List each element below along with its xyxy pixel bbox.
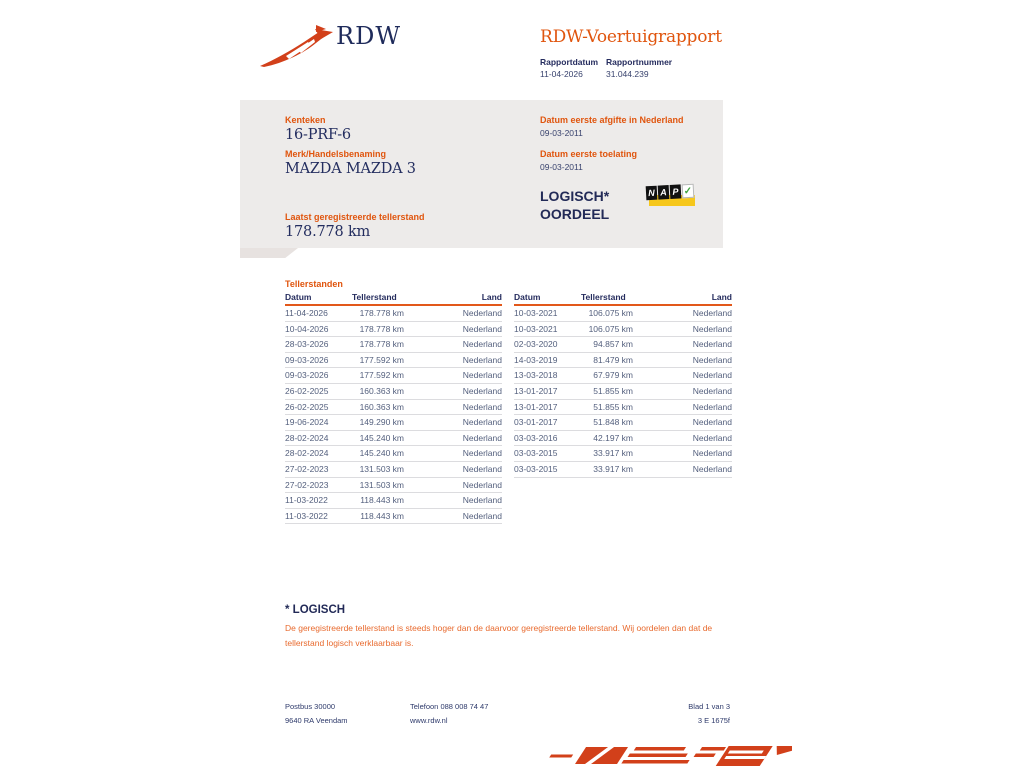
table-cell: 13-01-2017 — [514, 385, 558, 396]
table-cell: 118.443 km — [360, 495, 404, 506]
table-row — [285, 306, 502, 322]
table-cell: 27-02-2023 — [285, 479, 329, 490]
table-row — [514, 368, 732, 384]
footer-page-indicator: Blad 1 van 3 — [688, 702, 730, 711]
table-cell: 94.857 km — [593, 339, 633, 350]
table-row — [285, 337, 502, 353]
table-cell: 03-03-2016 — [514, 432, 558, 443]
table-cell: 33.917 km — [593, 448, 633, 459]
table-cell: 177.592 km — [359, 370, 404, 381]
table-row — [285, 462, 502, 478]
table-cell: 10-03-2021 — [514, 323, 558, 334]
table-row — [514, 337, 732, 353]
laatste-tellerstand-label: Laatst geregistreerde tellerstand — [285, 212, 425, 222]
table-cell: 118.443 km — [360, 510, 404, 521]
table-cell: 26-02-2025 — [285, 385, 329, 396]
table-cell: 26-02-2025 — [285, 401, 329, 412]
oordeel-line1: LOGISCH* — [540, 188, 610, 204]
nap-check-icon: ✓ — [683, 185, 693, 197]
laatste-tellerstand-value: 178.778 km — [285, 224, 371, 240]
table-cell: 03-01-2017 — [514, 417, 558, 428]
table-cell: Nederland — [692, 308, 732, 318]
table-cell: 11-04-2026 — [285, 308, 328, 318]
table-cell: Nederland — [462, 401, 502, 412]
table-cell: 178.778 km — [359, 308, 404, 318]
table-cell: Nederland — [462, 370, 502, 381]
table-row — [285, 368, 502, 384]
nap-letter-p: P — [670, 184, 682, 199]
table-row — [285, 353, 502, 369]
table-row — [285, 509, 502, 525]
table-cell: 178.778 km — [359, 323, 404, 334]
table-cell: 33.917 km — [593, 463, 633, 474]
table-cell: Nederland — [692, 448, 732, 459]
table-cell: Nederland — [462, 385, 502, 396]
table-cell: Nederland — [692, 463, 732, 474]
table-cell: 177.592 km — [359, 354, 404, 365]
table-cell: Nederland — [462, 354, 502, 365]
table-cell: Nederland — [462, 417, 502, 428]
table-row — [514, 446, 732, 462]
table-cell: Nederland — [692, 417, 732, 428]
table-cell: 106.075 km — [588, 308, 633, 318]
rdw-logo-icon — [258, 24, 334, 68]
table-row — [285, 400, 502, 416]
footer-doc-code: 3 E 1675f — [697, 716, 730, 725]
table-cell: 19-06-2024 — [285, 417, 329, 428]
page-title: RDW-Voertuigrapport — [540, 27, 722, 47]
rdw-stripes-graphic-icon — [542, 744, 792, 770]
table-row — [285, 478, 502, 494]
table-cell: 13-03-2018 — [514, 370, 558, 381]
col-header-land: Land — [711, 292, 732, 302]
footer-website: www.rdw.nl — [410, 716, 448, 725]
table-cell: 178.778 km — [359, 339, 404, 350]
report-number-value: 31.044.239 — [606, 69, 649, 79]
table-row — [285, 384, 502, 400]
table-row — [285, 446, 502, 462]
table-row — [514, 415, 732, 431]
oordeel-badge — [540, 187, 609, 223]
table-row — [285, 431, 502, 447]
footnote-title: * LOGISCH — [285, 604, 346, 616]
table-cell: 106.075 km — [588, 323, 633, 334]
table-cell: 145.240 km — [359, 432, 404, 443]
table-cell: Nederland — [692, 370, 732, 381]
col-header-datum: Datum — [514, 292, 541, 302]
table-row — [514, 384, 732, 400]
table-cell: Nederland — [462, 495, 502, 506]
table-row — [514, 400, 732, 416]
table-row — [514, 306, 732, 322]
col-header-tellerstand: Tellerstand — [352, 292, 397, 302]
nap-letter-n: N — [646, 186, 658, 201]
report-date-label: Rapportdatum — [540, 57, 599, 67]
table-cell: Nederland — [462, 463, 502, 474]
col-header-datum: Datum — [285, 292, 312, 302]
table-cell: 02-03-2020 — [514, 339, 558, 350]
table-cell: 42.197 km — [593, 432, 633, 443]
table-cell: Nederland — [462, 479, 502, 490]
table-row — [514, 353, 732, 369]
afgifte-value: 09-03-2011 — [540, 128, 583, 138]
table-cell: 10-03-2021 — [514, 308, 558, 318]
table-cell: 149.290 km — [359, 417, 404, 428]
table-cell: Nederland — [692, 385, 732, 396]
footnote-text: De geregistreerde tellerstand is steeds hoger dan de daarvoor geregistreerde tellerstand. Wij oordelen dan dat de tellerstand logisch verklaarbaar is. — [285, 623, 713, 648]
table-cell: 09-03-2026 — [285, 354, 329, 365]
table-cell: 145.240 km — [359, 448, 404, 459]
table-cell: 03-03-2015 — [514, 463, 558, 474]
table-cell: 28-03-2026 — [285, 339, 329, 350]
table-cell: Nederland — [692, 432, 732, 443]
table-row — [285, 493, 502, 509]
merk-label: Merk/Handelsbenaming — [285, 149, 387, 159]
brand-text: RDW — [336, 22, 401, 50]
tellerstanden-table-right — [514, 291, 732, 478]
table-cell: 27-02-2023 — [285, 463, 329, 474]
toelating-value: 09-03-2011 — [540, 162, 583, 172]
table-cell: 13-01-2017 — [514, 401, 558, 412]
table-cell: Nederland — [462, 432, 502, 443]
report-date-value: 11-04-2026 — [540, 69, 583, 79]
table-cell: 131.503 km — [359, 479, 404, 490]
table-cell: 14-03-2019 — [514, 354, 558, 365]
toelating-label: Datum eerste toelating — [540, 149, 638, 159]
report-number-label: Rapportnummer — [606, 57, 673, 67]
table-section-title: Tellerstanden — [285, 279, 343, 289]
footer-address-line2: 9640 RA Veendam — [285, 716, 348, 725]
table-row — [285, 322, 502, 338]
nap-logo-icon — [646, 184, 698, 211]
table-cell: 03-03-2015 — [514, 448, 558, 459]
table-cell: 09-03-2026 — [285, 370, 329, 381]
table-cell: 67.979 km — [593, 370, 633, 381]
table-cell: Nederland — [462, 510, 502, 521]
table-cell: 11-03-2022 — [285, 495, 328, 506]
table-cell: 28-02-2024 — [285, 432, 329, 443]
table-cell: 28-02-2024 — [285, 448, 329, 459]
table-cell: 131.503 km — [359, 463, 404, 474]
table-cell: 160.363 km — [359, 385, 404, 396]
table-row — [514, 322, 732, 338]
col-header-tellerstand: Tellerstand — [581, 292, 626, 302]
table-row — [514, 431, 732, 447]
col-header-land: Land — [481, 292, 502, 302]
table-cell: Nederland — [462, 339, 502, 350]
table-cell: 11-03-2022 — [285, 510, 328, 521]
table-cell: 51.855 km — [593, 401, 633, 412]
table-row — [514, 462, 732, 478]
kenteken-value: 16-PRF-6 — [285, 127, 351, 143]
table-header — [514, 291, 732, 306]
table-cell: Nederland — [692, 401, 732, 412]
summary-panel-tab — [240, 248, 298, 258]
table-cell: 51.855 km — [593, 385, 633, 396]
table-header — [285, 291, 502, 306]
table-cell: Nederland — [462, 308, 502, 318]
table-cell: Nederland — [462, 448, 502, 459]
footer-address-line1: Postbus 30000 — [285, 702, 336, 711]
table-cell: Nederland — [692, 339, 732, 350]
table-cell: 81.479 km — [593, 354, 633, 365]
tellerstanden-table-left — [285, 291, 502, 524]
table-cell: Nederland — [692, 323, 732, 334]
nap-letter-a: A — [658, 185, 670, 200]
merk-value: MAZDA MAZDA 3 — [285, 161, 416, 177]
table-cell: 51.848 km — [593, 417, 633, 428]
footer-phone: Telefoon 088 008 74 47 — [410, 702, 489, 711]
oordeel-line2: OORDEEL — [540, 206, 610, 222]
table-cell: Nederland — [462, 323, 502, 334]
table-cell: 160.363 km — [359, 401, 404, 412]
afgifte-label: Datum eerste afgifte in Nederland — [540, 115, 684, 125]
table-cell: 10-04-2026 — [285, 323, 329, 334]
table-row — [285, 415, 502, 431]
kenteken-label: Kenteken — [285, 115, 326, 125]
table-cell: Nederland — [692, 354, 732, 365]
